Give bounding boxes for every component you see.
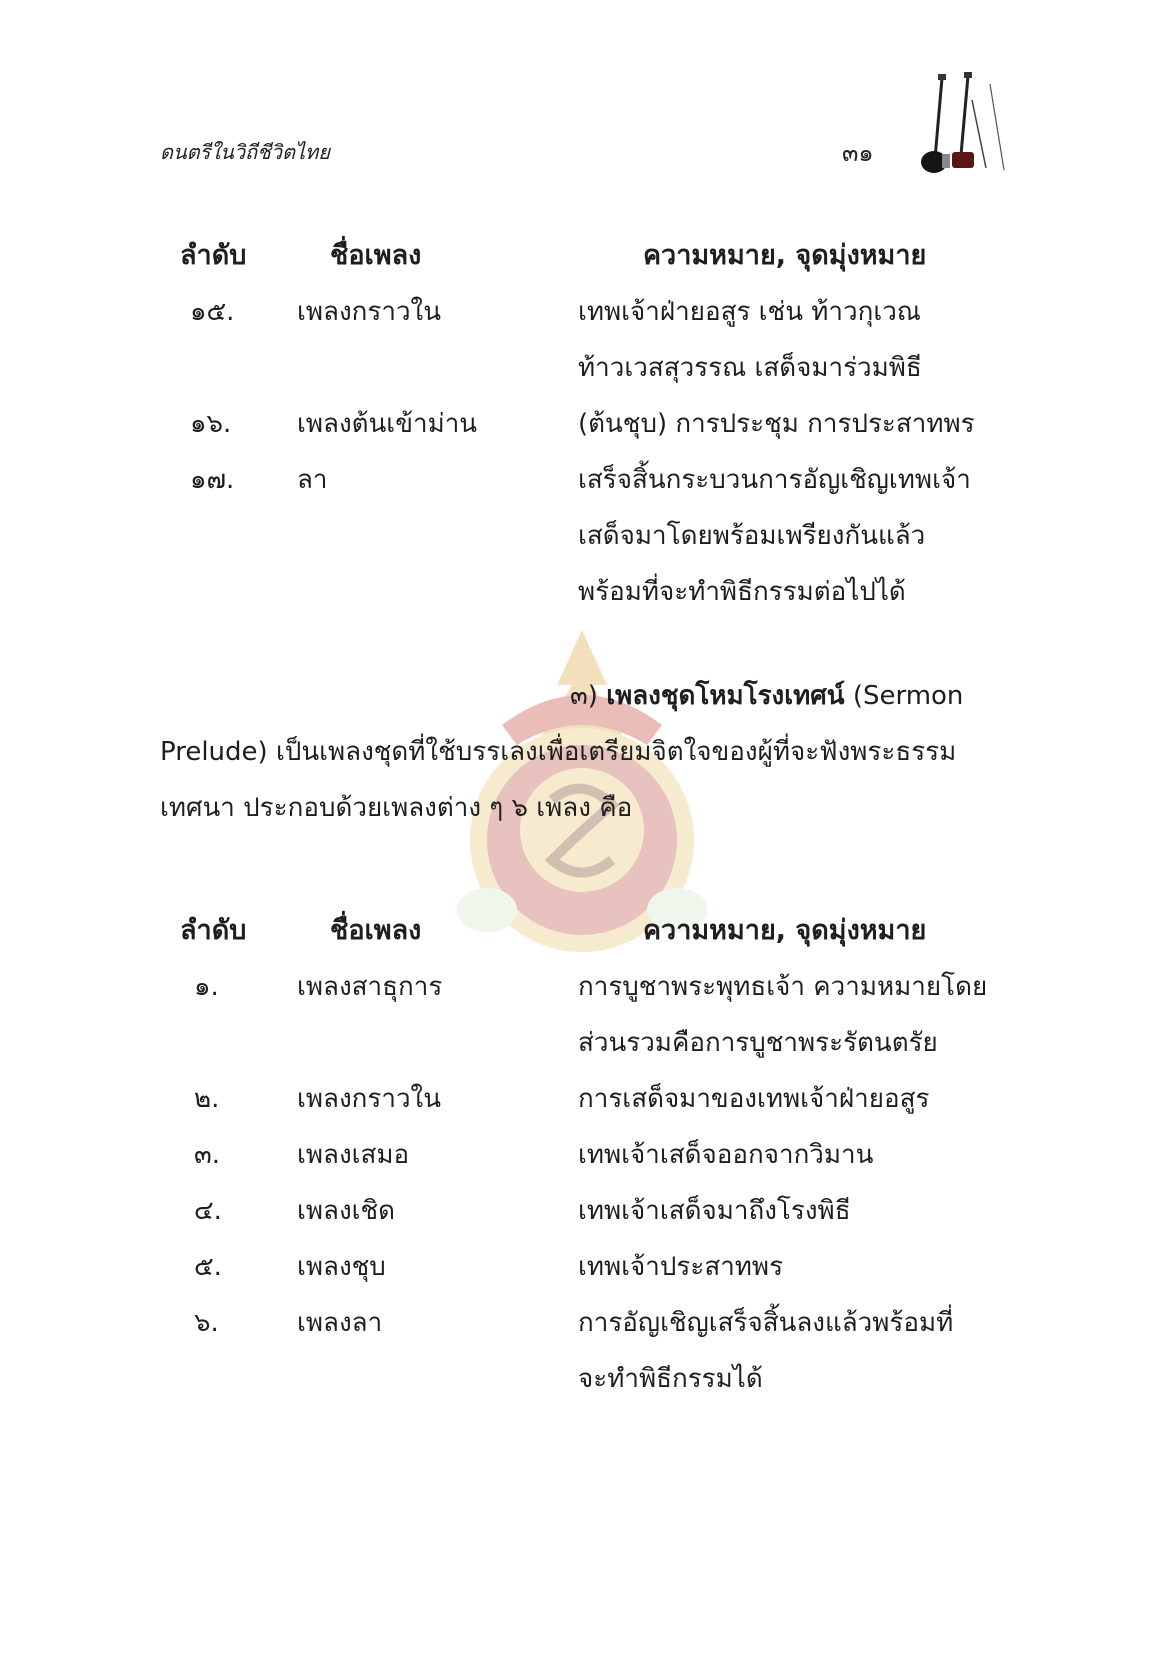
- table-row: [0, 1295, 1164, 1351]
- table-row: [0, 1351, 1164, 1407]
- row-number: ๕.: [194, 1252, 222, 1282]
- row-song-name: เพลงเชิด: [297, 1196, 396, 1226]
- row-song-name: เพลงกราวใน: [297, 297, 442, 327]
- row-number: ๑.: [194, 972, 219, 1002]
- row-song-name: เพลงลา: [297, 1308, 383, 1338]
- row-meaning: เทพเจ้าประสาทพร: [578, 1252, 784, 1282]
- row-meaning: จะทำพิธีกรรมได้: [578, 1364, 763, 1394]
- header-meaning: ความหมาย, จุดมุ่งหมาย: [643, 915, 927, 946]
- running-title: ดนตรีในวิถีชีวิตไทย: [160, 140, 330, 164]
- row-song-name: เพลงกราวใน: [297, 1084, 442, 1114]
- row-meaning: การบูชาพระพุทธเจ้า ความหมายโดย: [578, 972, 988, 1002]
- header-meaning: ความหมาย, จุดมุ่งหมาย: [643, 240, 927, 271]
- row-song-name: เพลงเสมอ: [297, 1140, 410, 1170]
- table-row: [0, 284, 1164, 340]
- table-row: [0, 1071, 1164, 1127]
- songs-table-continued: [0, 228, 1164, 620]
- paragraph-line: เทศนา ประกอบด้วยเพลงต่าง ๆ ๖ เพลง คือ: [160, 793, 633, 823]
- row-meaning: การอัญเชิญเสร็จสิ้นลงแล้วพร้อมที่: [578, 1308, 954, 1338]
- row-song-name: ลา: [297, 465, 328, 495]
- fiddle-neck-2: [960, 72, 972, 166]
- row-number: ๖.: [194, 1308, 219, 1338]
- table-header-row: [0, 903, 1164, 959]
- row-number: ๓.: [194, 1140, 221, 1170]
- row-number: ๔.: [194, 1196, 222, 1226]
- table-row: [0, 1127, 1164, 1183]
- row-number: ๑๕.: [190, 297, 235, 327]
- row-meaning: เสด็จมาโดยพร้อมเพรียงกันแล้ว: [578, 521, 926, 551]
- table-row: [0, 452, 1164, 508]
- row-meaning: ท้าวเวสสุวรรณ เสด็จมาร่วมพิธี: [578, 353, 922, 383]
- section-title: เพลงชุดโหมโรงเทศน์: [606, 681, 845, 711]
- header-song-name: ชื่อเพลง: [330, 915, 422, 946]
- row-meaning: เทพเจ้าเสด็จออกจากวิมาน: [578, 1140, 874, 1170]
- header-order: ลำดับ: [180, 240, 247, 271]
- row-number: ๒.: [194, 1084, 220, 1114]
- row-meaning: ส่วนรวมคือการบูชาพระรัตนตรัย: [578, 1028, 938, 1058]
- table-row: [0, 1183, 1164, 1239]
- page-number: ๓๑: [842, 139, 874, 167]
- table-row: [0, 564, 1164, 620]
- thai-fiddle-icon: [912, 70, 1012, 180]
- row-meaning: เทพเจ้าเสด็จมาถึงโรงพิธี: [578, 1196, 851, 1226]
- table-row: [0, 340, 1164, 396]
- table-row: [0, 1015, 1164, 1071]
- sermon-prelude-table: [0, 903, 1164, 1407]
- row-meaning: (ต้นชุบ) การประชุม การประสาทพร: [578, 409, 975, 439]
- section-english-open: (Sermon: [852, 681, 964, 711]
- row-meaning: เทพเจ้าฝ่ายอสูร เช่น ท้าวกุเวณ: [578, 297, 921, 327]
- table-row: [0, 508, 1164, 564]
- fiddle-body-2: [952, 152, 974, 168]
- paragraph-line: [160, 668, 1020, 724]
- sermon-prelude-paragraph: [160, 668, 1020, 836]
- table-row: [0, 396, 1164, 452]
- section-number: ๓): [570, 681, 598, 711]
- table-row: [0, 959, 1164, 1015]
- row-meaning: การเสด็จมาของเทพเจ้าฝ่ายอสูร: [578, 1084, 930, 1114]
- row-song-name: เพลงสาธุการ: [297, 972, 443, 1002]
- row-meaning: เสร็จสิ้นกระบวนการอัญเชิญเทพเจ้า: [578, 465, 971, 495]
- row-number: ๑๖.: [190, 409, 232, 439]
- row-song-name: เพลงชุบ: [297, 1252, 386, 1282]
- row-song-name: เพลงต้นเข้าม่าน: [297, 409, 478, 439]
- table-header-row: [0, 228, 1164, 284]
- header-song-name: ชื่อเพลง: [330, 240, 422, 271]
- row-number: ๑๗.: [190, 465, 235, 495]
- row-meaning: พร้อมที่จะทำพิธีกรรมต่อไปได้: [578, 577, 906, 607]
- table-row: [0, 1239, 1164, 1295]
- header-order: ลำดับ: [180, 915, 247, 946]
- paragraph-line: Prelude) เป็นเพลงชุดที่ใช้บรรเลงเพื่อเตรียมจิตใจของผู้ที่จะฟังพระธรรม: [160, 737, 957, 767]
